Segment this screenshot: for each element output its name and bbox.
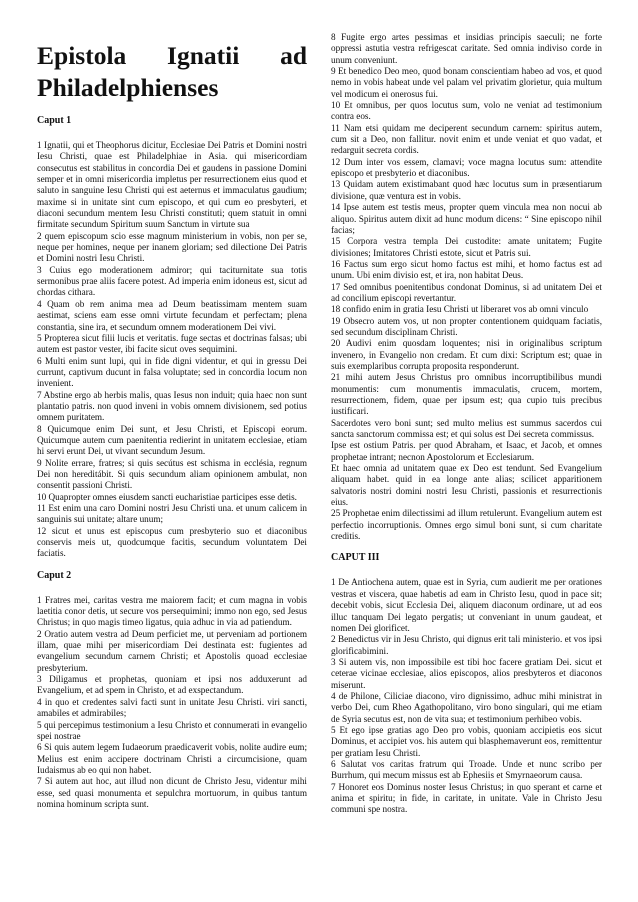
paragraph: 20 Audivi enim quosdam loquentes; nisi in originalibus scriptum invenero, in Evangelio non credam. Et cum dixi: Scriptum est; quae in suis exemplaribus corrupta proposita responderunt. bbox=[331, 338, 602, 371]
chapter-1-heading: Caput 1 bbox=[37, 115, 72, 126]
left-column bbox=[37, 26, 307, 810]
paragraph: 3 Cuius ego moderationem admiror; qui taciturnitate sua totis sermonibus prae aliis facere potest. Ad imperia enim idoneus est, sicut ad chordas cithara. bbox=[37, 264, 307, 298]
paragraph: 6 Multi enim sunt lupi, qui in fide digni videntur, et qui in gressu Dei currunt, captivum ducunt in falsa voluptate; sed in concordia locum non invenient. bbox=[37, 355, 307, 389]
paragraph: 25 Prophetae enim dilectissimi ad illum retulerunt. Evangelium autem est perfectio incorruptionis. Omnes ergo simul boni sunt, si cum charitate creditis. bbox=[331, 508, 602, 542]
paragraph: 8 Quicumque enim Dei sunt, et Jesu Christi, et Episcopi eorum. Quicumque autem cum paenitentia redierint in unitatem ecclesiae, etiam hi servi erunt Dei, ut vivant secundum Jesum. bbox=[37, 423, 307, 457]
paragraph: 21 mihi autem Jesus Christus pro omnibus incorruptibilibus mundi monumentis: cum monumentis immaculatis, crucem, mortem, resurrectionem, fidem, quae per ipsum est; qua cupio tuis precibus iustificari. bbox=[331, 372, 602, 417]
title-line-2: Philadelphienses bbox=[37, 73, 219, 102]
chapter-3-body bbox=[331, 577, 602, 815]
paragraph: 9 Et benedico Deo meo, quod bonam conscientiam habeo ad vos, et quod nemo in vobis habeat unde vel palam vel privatim glorietur, quia multum vel modicum ei onerosus fui. bbox=[331, 66, 602, 99]
paragraph: 13 Quidam autem existimabant quod hæc locutus sum in præsentiarum divisione, quæ ventura est in vobis. bbox=[331, 179, 602, 201]
paragraph: 4 de Philone, Ciliciae diacono, viro dignissimo, adhuc mihi ministrat in verbo Dei, cum Rheo Agathopolitano, viro bono singulari, qui me etiam de Syria secutus est, non de vita sua; et testimonium perhibeo vobis. bbox=[331, 690, 602, 724]
paragraph: 12 sicut et unus est episcopus cum presbyterio suo et diaconibus conservis meis ut, quodcumque facitis, secundum voluntatem Dei faciatis. bbox=[37, 525, 307, 559]
paragraph: 1 De Antiochena autem, quae est in Syria, cum audierit me per orationes vestras et viscera, quae habetis ad eam in Christo Iesu, quod in pace sit; decebit vobis, sicut Ecclesia Dei, aliquem diaconum ordinare, ut ad eos illuc tanquam Dei legato pergatis; ut conveniant in unum gaudeat, et nomen Dei glorificet. bbox=[331, 577, 602, 633]
paragraph: 1 Ignatii, qui et Theophorus dicitur, Ecclesiae Dei Patris et Domini nostri Iesu Christi, quae est Philadelphiae in Asia. qui misericordiam consecutus est stabilitus in concordia Dei et gaudens in passione Domini semper et in omni misericordia impletus per resurrectionem eius quod et saluto in sanguine Iesu Christi qui est aeternus et immaculatus gaudium; maxime si in unitate sint cum episcopo, et qui cum eo presbyteri, et diaconi secundum mentem Iesu Christi constituti; quem statuit in omni firmitate secundum Spiritum suum Sanctum in virtute sua bbox=[37, 140, 307, 230]
chapter-1-body bbox=[37, 140, 307, 560]
paragraph: 18 confido enim in gratia Iesu Christi ut liberaret vos ab omni vinculo bbox=[331, 304, 589, 315]
title-word: ad bbox=[280, 41, 307, 70]
paragraph: 12 Dum inter vos essem, clamavi; voce magna locutus sum: attendite episcopo et presbyterio et diaconibus. bbox=[331, 156, 602, 179]
paragraph: 15 Corpora vestra templa Dei custodite: amate unitatem; Fugite divisiones; Imitatores Christi estote, sicut et Patris sui. bbox=[331, 236, 602, 258]
document-title bbox=[37, 40, 307, 104]
paragraph: 2 Oratio autem vestra ad Deum perficiet me, ut perveniam ad portionem illam, quae mihi per misericordiam Dei destinata est: fugientes ad evangelium secundum carnem Christi; et Apostolis quoad ecclesiae presbyterium. bbox=[37, 628, 307, 673]
paragraph: 4 in quo et credentes salvi facti sunt in unitate Jesu Christi. viri sancti, amabiles et admirabiles; bbox=[37, 696, 307, 719]
chapter-2-heading: Caput 2 bbox=[37, 569, 72, 581]
chapter-2-continued-body bbox=[331, 32, 602, 542]
paragraph: 10 Et omnibus, per quos locutus sum, volo ne veniat ad testimonium contra eos. bbox=[331, 100, 602, 122]
title-word: Epistola bbox=[37, 41, 127, 70]
paragraph: 10 Quapropter omnes eiusdem sancti eucharistiae participes esse detis. bbox=[37, 491, 297, 502]
title-word: Ignatii bbox=[167, 41, 240, 70]
paragraph: 9 Nolite errare, fratres; si quis secútus est schisma in ecclésia, regnum Dei non hereditábit. Si quis secundum aliam opinionem ambulat, non consentit passioni Christi. bbox=[37, 457, 307, 491]
chapter-3-heading: CAPUT III bbox=[331, 552, 380, 564]
paragraph: 16 Factus sum ergo sicut homo factus est mihi, et homo factus est ad unum. Ubi enim divisio est, et ira, non habitat Deus. bbox=[331, 258, 602, 281]
paragraph: 17 Sed omnibus poenitentibus condonat Dominus, si ad unitatem Dei et ad concilium episcopi revertantur. bbox=[331, 281, 602, 303]
paragraph: Sacerdotes vero boni sunt; sed multo melius est summus sacerdos cui sancta sanctorum commissa est; et qui solus est Dei secreta commissus. bbox=[331, 417, 602, 440]
paragraph: 7 Si autem aut hoc, aut illud non dicunt de Christo Jesu, videntur mihi esse, sed quasi monumenta et sepulchra mortuorum, in quibus tantum nomina hominum scripta sunt. bbox=[37, 776, 307, 809]
paragraph: 11 Nam etsi quidam me deciperent secundum carnem: spiritus autem, cum sit a Deo, non fallitur. novit enim et unde veniat et quo vadat, et redarguit secreta cordis. bbox=[331, 122, 602, 156]
paragraph: 11 Est enim una caro Domini nostri Jesu Christi una. et unum calicem in sanguinis sui unitate; altare unum; bbox=[37, 503, 307, 525]
paragraph: 3 Si autem vis, non impossibile est tibi hoc facere gratiam Dei. sicut et ceterae vicinae ecclesiae, alios episcopos, alios presbyteros et diaconos miserunt. bbox=[331, 656, 602, 690]
paragraph: Ipse est ostium Patris. per quod Abraham, et Isaac, et Jacob, et omnes prophetae intrant; necnon Apostolorum et Ecclesiarum. bbox=[331, 440, 602, 462]
paragraph: 5 Et ego ipse gratias ago Deo pro vobis, quoniam accipietis eos sicut Dominus, et accipiet vos. his autem qui blasphemaverunt eos, remittentur per gratiam Iesu Christi. bbox=[331, 724, 602, 758]
chapter-2-body bbox=[37, 595, 307, 811]
paragraph: 2 Benedictus vir in Jesu Christo, qui dignus erit tali ministerio. et vos ipsi glorificabimini. bbox=[331, 634, 602, 656]
title-line-1 bbox=[37, 40, 307, 72]
paragraph: 8 Fugite ergo artes pessimas et insidias principis saeculi; ne forte oppressi astutia vestra refrigescat caritate. Sed omnia indiviso corde in unum conveniunt. bbox=[331, 32, 602, 65]
paragraph: 19 Obsecro autem vos, ut non propter contentionem quidquam faciatis, sed secundum disciplinam Christi. bbox=[331, 315, 602, 337]
paragraph: 5 Propterea sicut filii lucis et veritatis. fuge sectas et doctrinas falsas; ubi autem est pastor vester, ibi facite sicut oves sequimini. bbox=[37, 332, 307, 355]
paragraph: 6 Salutat vos caritas fratrum qui Troade. Unde et nunc scribo per Burrhum, qui mecum missus est ab Ephesiis et Smyrnaeorum causa. bbox=[331, 758, 602, 781]
paragraph: Et haec omnia ad unitatem quae ex Deo est tendunt. Sed Evangelium aliquam habet. quid in ea longe ante alias; scilicet apparitionem salvatoris nostri domini nostri Iesu Christi, passionis et resurrectionis eius. bbox=[331, 463, 602, 508]
paragraph: 6 Si quis autem legem Iudaeorum praedicaverit vobis, nolite audire eum; Melius est enim accipere doctrinam Christi a circumcisione, quam Iudaismus ab eo qui non habet. bbox=[37, 742, 307, 775]
right-column bbox=[331, 32, 602, 816]
paragraph: 7 Abstine ergo ab herbis malis, quas Iesus non induit; quia haec non sunt plantatio patris. non quod inveni in vobis omnem divisionem, sed potius omnem puritatem. bbox=[37, 389, 307, 423]
paragraph: 5 qui percepimus testimonium a Iesu Christo et connumerati in evangelio spei nostrae bbox=[37, 719, 307, 741]
paragraph: 1 Fratres mei, caritas vestra me maiorem facit; et cum magna in vobis laetitia conor detis, ut secure vos persequimini; immo non ego, sed Jesus Christus; in quo magis timeo ligatus, quia adhuc in via ad patiendum. bbox=[37, 594, 307, 628]
paragraph: 7 Honoret eos Dominus noster Iesus Christus; in quo sperant et carne et anima et spiritu; in fide, in caritate, in unitate. Vale in Christo Jesu communi spe nostra. bbox=[331, 781, 602, 815]
paragraph: 2 quem episcopum scio esse magnum ministerium in vobis, non per se, neque per homines, neque per inanem gloriam; sed dilectione Dei Patris et Domini nostri Iesu Christi. bbox=[37, 230, 307, 264]
paragraph: 4 Quam ob rem anima mea ad Deum beatissimam mentem suam aestimat, sciens eam esse omni virtute fecundam et perfectam; plena constantia, sine ira, et secundum omnem moderationem Dei vivi. bbox=[37, 298, 307, 332]
paragraph: 14 Ipse autem est testis meus, propter quem vincula mea non nocui ab aliquo. Spiritus autem dixit ad hunc modum dicens: “ Sine episcopo nihil facias; bbox=[331, 202, 602, 235]
paragraph: 3 Diligamus et prophetas, quoniam et ipsi nos adduxerunt ad Evangelium, et ad spem in Christo, et ad exspectandum. bbox=[37, 674, 307, 696]
